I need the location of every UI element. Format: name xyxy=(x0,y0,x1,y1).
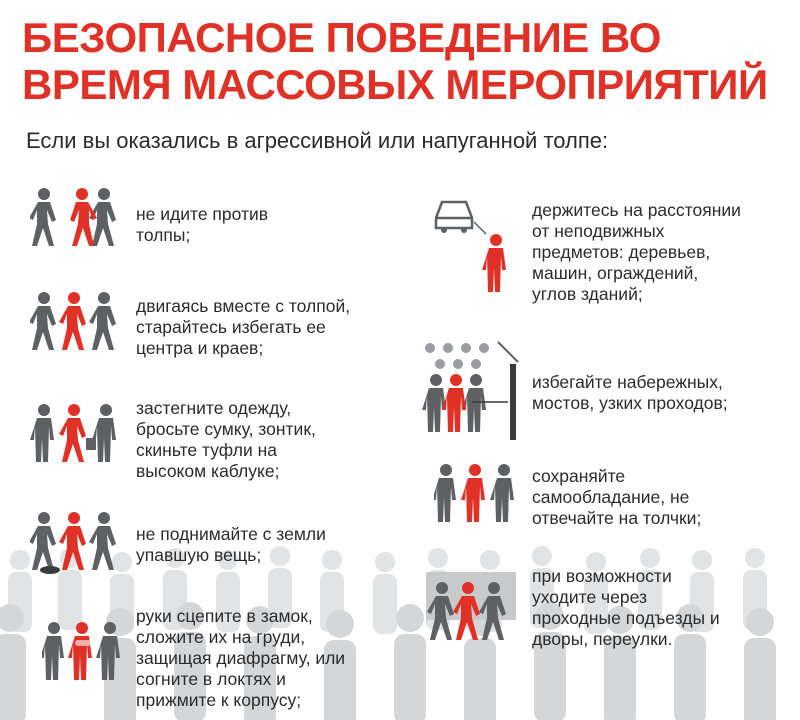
tip-right-3-text: сохраняйте самообладание, не отвечайте на толчки; xyxy=(532,466,702,528)
tip-left-4-text: не поднимайте с земли упавшую вещь; xyxy=(136,524,326,565)
tip-right-1-text: держитесь на расстоянии от неподвижных предметов: деревьев, машин, ограждений, углов зданий; xyxy=(532,200,741,304)
tip-right-2-text: избегайте набережных, мостов, узких проходов; xyxy=(532,372,728,413)
crowd-against-icon xyxy=(30,186,126,248)
title-line-2: ВРЕМЯ МАССОВЫХ МЕРОПРИЯТИЙ xyxy=(22,61,768,108)
crowd-move-icon xyxy=(30,290,126,352)
arms-locked-icon xyxy=(42,620,126,682)
title-line-1: БЕЗОПАСНОЕ ПОВЕДЕНИЕ ВО xyxy=(22,14,661,61)
tip-right-4-text: при возможности уходите через проходные подъезды и дворы, переулки. xyxy=(532,566,720,649)
page-subtitle: Если вы оказались в агрессивной или напуганной толпе: xyxy=(26,128,609,153)
tip-left-5-text: руки сцепите в замок, сложите их на груди, защищая диафрагму, или согните в локтях и прижмите к корпусу; xyxy=(136,606,346,710)
car-icon xyxy=(436,202,472,228)
drop-bag-icon xyxy=(30,402,126,464)
tip-left-1-text: не идите против толпы; xyxy=(136,204,269,245)
car-distance-icon xyxy=(432,192,522,302)
stay-calm-icon xyxy=(434,462,524,534)
exit-through-icon xyxy=(424,570,524,650)
bag-icon xyxy=(86,438,96,450)
tip-left-3-text: застегните одежду, бросьте сумку, зонтик, скиньте туфли на высоком каблуке; xyxy=(136,398,316,481)
page-title xyxy=(22,14,792,108)
fallen-item-icon xyxy=(30,510,126,576)
narrow-passage-icon xyxy=(418,338,528,440)
tip-left-2-text: двигаясь вместе с толпой, старайтесь избегать ее центра и краев; xyxy=(136,296,351,358)
